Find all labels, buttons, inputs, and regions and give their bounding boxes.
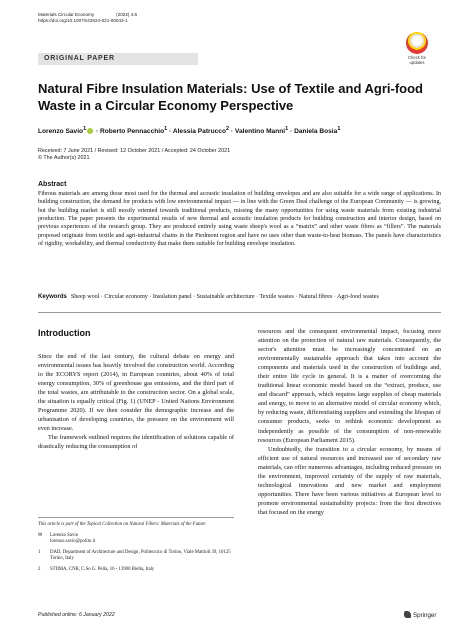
publisher-name: Springer <box>413 612 437 619</box>
affiliation-mark: 1 <box>38 549 41 555</box>
running-header <box>38 12 137 25</box>
check-updates-label: Check for updates <box>408 55 426 65</box>
author-affiliation-mark: 2 <box>225 126 230 132</box>
affiliation-1 <box>38 550 238 563</box>
footnotes <box>38 522 234 574</box>
body-column-left <box>38 352 234 452</box>
journal-name: Materials Circular Economy <box>38 12 95 17</box>
volume-info: (2022) 4:6 <box>116 12 138 17</box>
topical-collection-note: This article is part of the Topical Collection on Natural Fibers: Materials of the Future <box>38 522 206 527</box>
intro-paragraph: Since the end of the last century, the cultural debate on energy and environmental issues has heavily involved the construction world. According to the ECORYS report (2014), in European countries, about 40% of total energy consumption, 30% of greenhouse gas emissions, and the third part of the total wastes, are attributable to the construction sector. On a global scale, the situation is equally critical (Fig. 1) (UNEP - United Nations Environment Programme 2020). If we then consider the demographic increase and the urbanisation of developing countries, the pressure on the environment will even increase. <box>38 353 234 433</box>
affiliation-2 <box>38 567 238 574</box>
copyright-line: © The Author(s) 2021 <box>38 155 90 162</box>
doi-link[interactable]: https://doi.org/10.1007/s42824-021-00043-1 <box>38 18 128 24</box>
footnote-divider <box>38 517 234 518</box>
keywords-label: Keywords <box>38 294 67 300</box>
author-affiliation-mark: 1 <box>83 126 87 132</box>
author-name[interactable]: Alessia Patrucco <box>172 128 226 136</box>
introduction-heading: Introduction <box>38 328 91 338</box>
author-affiliation-mark: 1 <box>337 126 341 132</box>
envelope-icon: ✉ <box>38 532 43 538</box>
contact-email[interactable]: lorenzo.savio@polito.it <box>50 539 96 545</box>
check-for-updates-button[interactable] <box>394 32 440 76</box>
affiliation-text: DAD, Department of Architecture and Design, Politecnico di Torino, Viale Mattioli 39, 10125 Torino, Italy <box>50 549 231 562</box>
keywords-text: Sheep wool · Circular economy · Insulation panel · Sustainable architecture · Textile wastes · Natural fibres · Agri-food wastes <box>70 294 379 300</box>
publisher-logo <box>404 611 436 619</box>
crossmark-icon <box>406 32 428 54</box>
contact-name: Lorenzo Savio <box>50 532 79 538</box>
body-column-right <box>258 327 441 517</box>
article-history <box>38 148 230 162</box>
springer-horse-icon <box>404 611 411 618</box>
intro-paragraph: Undoubtedly, the transition to a circular economy, by means of efficient use of natural resources and increased use of secondary raw materials, can offer numerous advantages, including reduced pressure on the environment, improved certainty of the supply of raw materials, technological innovations and new market and employment opportunities. There have been various initiatives at European level to promote environmental sustainability projects: from the first directives that focused on the energy <box>258 445 441 516</box>
affiliation-text: STIIMA, CNR, C.So G. Pella, 16 - 13900 Biella, Italy <box>50 566 155 572</box>
author-list: Lorenzo Savio$^1$ · Roberto Pennacchio$^1$ · Alessia Patrucco$^2$ · Valentino Manni$^1$ · Daniela Bosia$^1$ <box>38 126 341 136</box>
orcid-icon[interactable] <box>87 128 93 134</box>
affiliation-mark: 2 <box>38 566 41 572</box>
published-online-date: Published online: 6 January 2022 <box>38 612 115 618</box>
keywords-block <box>38 293 441 301</box>
abstract-heading: Abstract <box>38 181 67 188</box>
corresponding-author <box>38 533 238 546</box>
intro-paragraph: The framework outlined requires the identification of solutions capable of drastically reducing the consumption of <box>38 434 234 451</box>
intro-paragraph: resources and the consequent environmental impact, focusing more attention on the protection of natural raw materials. Consequently, the sector's attention must be increasingly concentrated on an environmentally sustainable approach that takes into account the components and materials used in the construction of buildings and, their entire life cycle in general. It is a matter of overcoming the traditional linear economic model based on the “extract, produce, use and discard” approach, which requires large supplies of cheap materials and energy, to move to an alternative model of circular economy which, by reducing waste, differentiating suppliers and extending the lifespan of consumer products, seeks to rethink economic development as independently as possible of the consumption of non-renewable resources (European Parliament 2015). <box>258 328 441 444</box>
article-type-badge <box>38 53 198 65</box>
author-affiliation-mark: 1 <box>285 126 289 132</box>
author-name[interactable]: Lorenzo Savio <box>38 128 84 136</box>
article-dates: Received: 7 June 2021 / Revised: 12 October 2021 / Accepted: 24 October 2021 <box>38 148 231 154</box>
article-type-label: ORIGINAL PAPER <box>44 55 115 63</box>
article-title: Natural Fibre Insulation Materials: Use of Textile and Agri-food Waste in a Circular Economy Perspective <box>38 81 423 113</box>
author-name[interactable]: Roberto Pennacchio <box>100 128 165 136</box>
author-affiliation-mark: 1 <box>164 126 168 132</box>
abstract-text: Fibrous materials are among those most used for the thermal and acoustic insulation of building envelopes and are also suitable for a wide range of applications. In building construction, the demand for products with low environmental impact — in line with the Green Deal challenge of the European Community — is growing, but the building market is still mostly oriented towards traditional products, missing the many opportunities for using waste materials from existing industrial production. The paper presents the experimental results of new thermal and acoustic insulation products for building construction and interior design, based on previous experiences of the research group. They are produced entirely using waste sheep's wool as a “matrix” and other waste fibres as “fillers”. The materials proposed originate from textile and agri-industrial chains in the Piedmont region and have no uses other than waste-to-heat biomass. The panels have characteristics of rigidity, workability, and thermal conductivity that make them suitable for building envelope insulation. <box>38 191 441 248</box>
section-divider <box>38 312 441 313</box>
author-name[interactable]: Valentino Manni <box>234 128 286 136</box>
author-name[interactable]: Daniela Bosia <box>294 128 338 136</box>
